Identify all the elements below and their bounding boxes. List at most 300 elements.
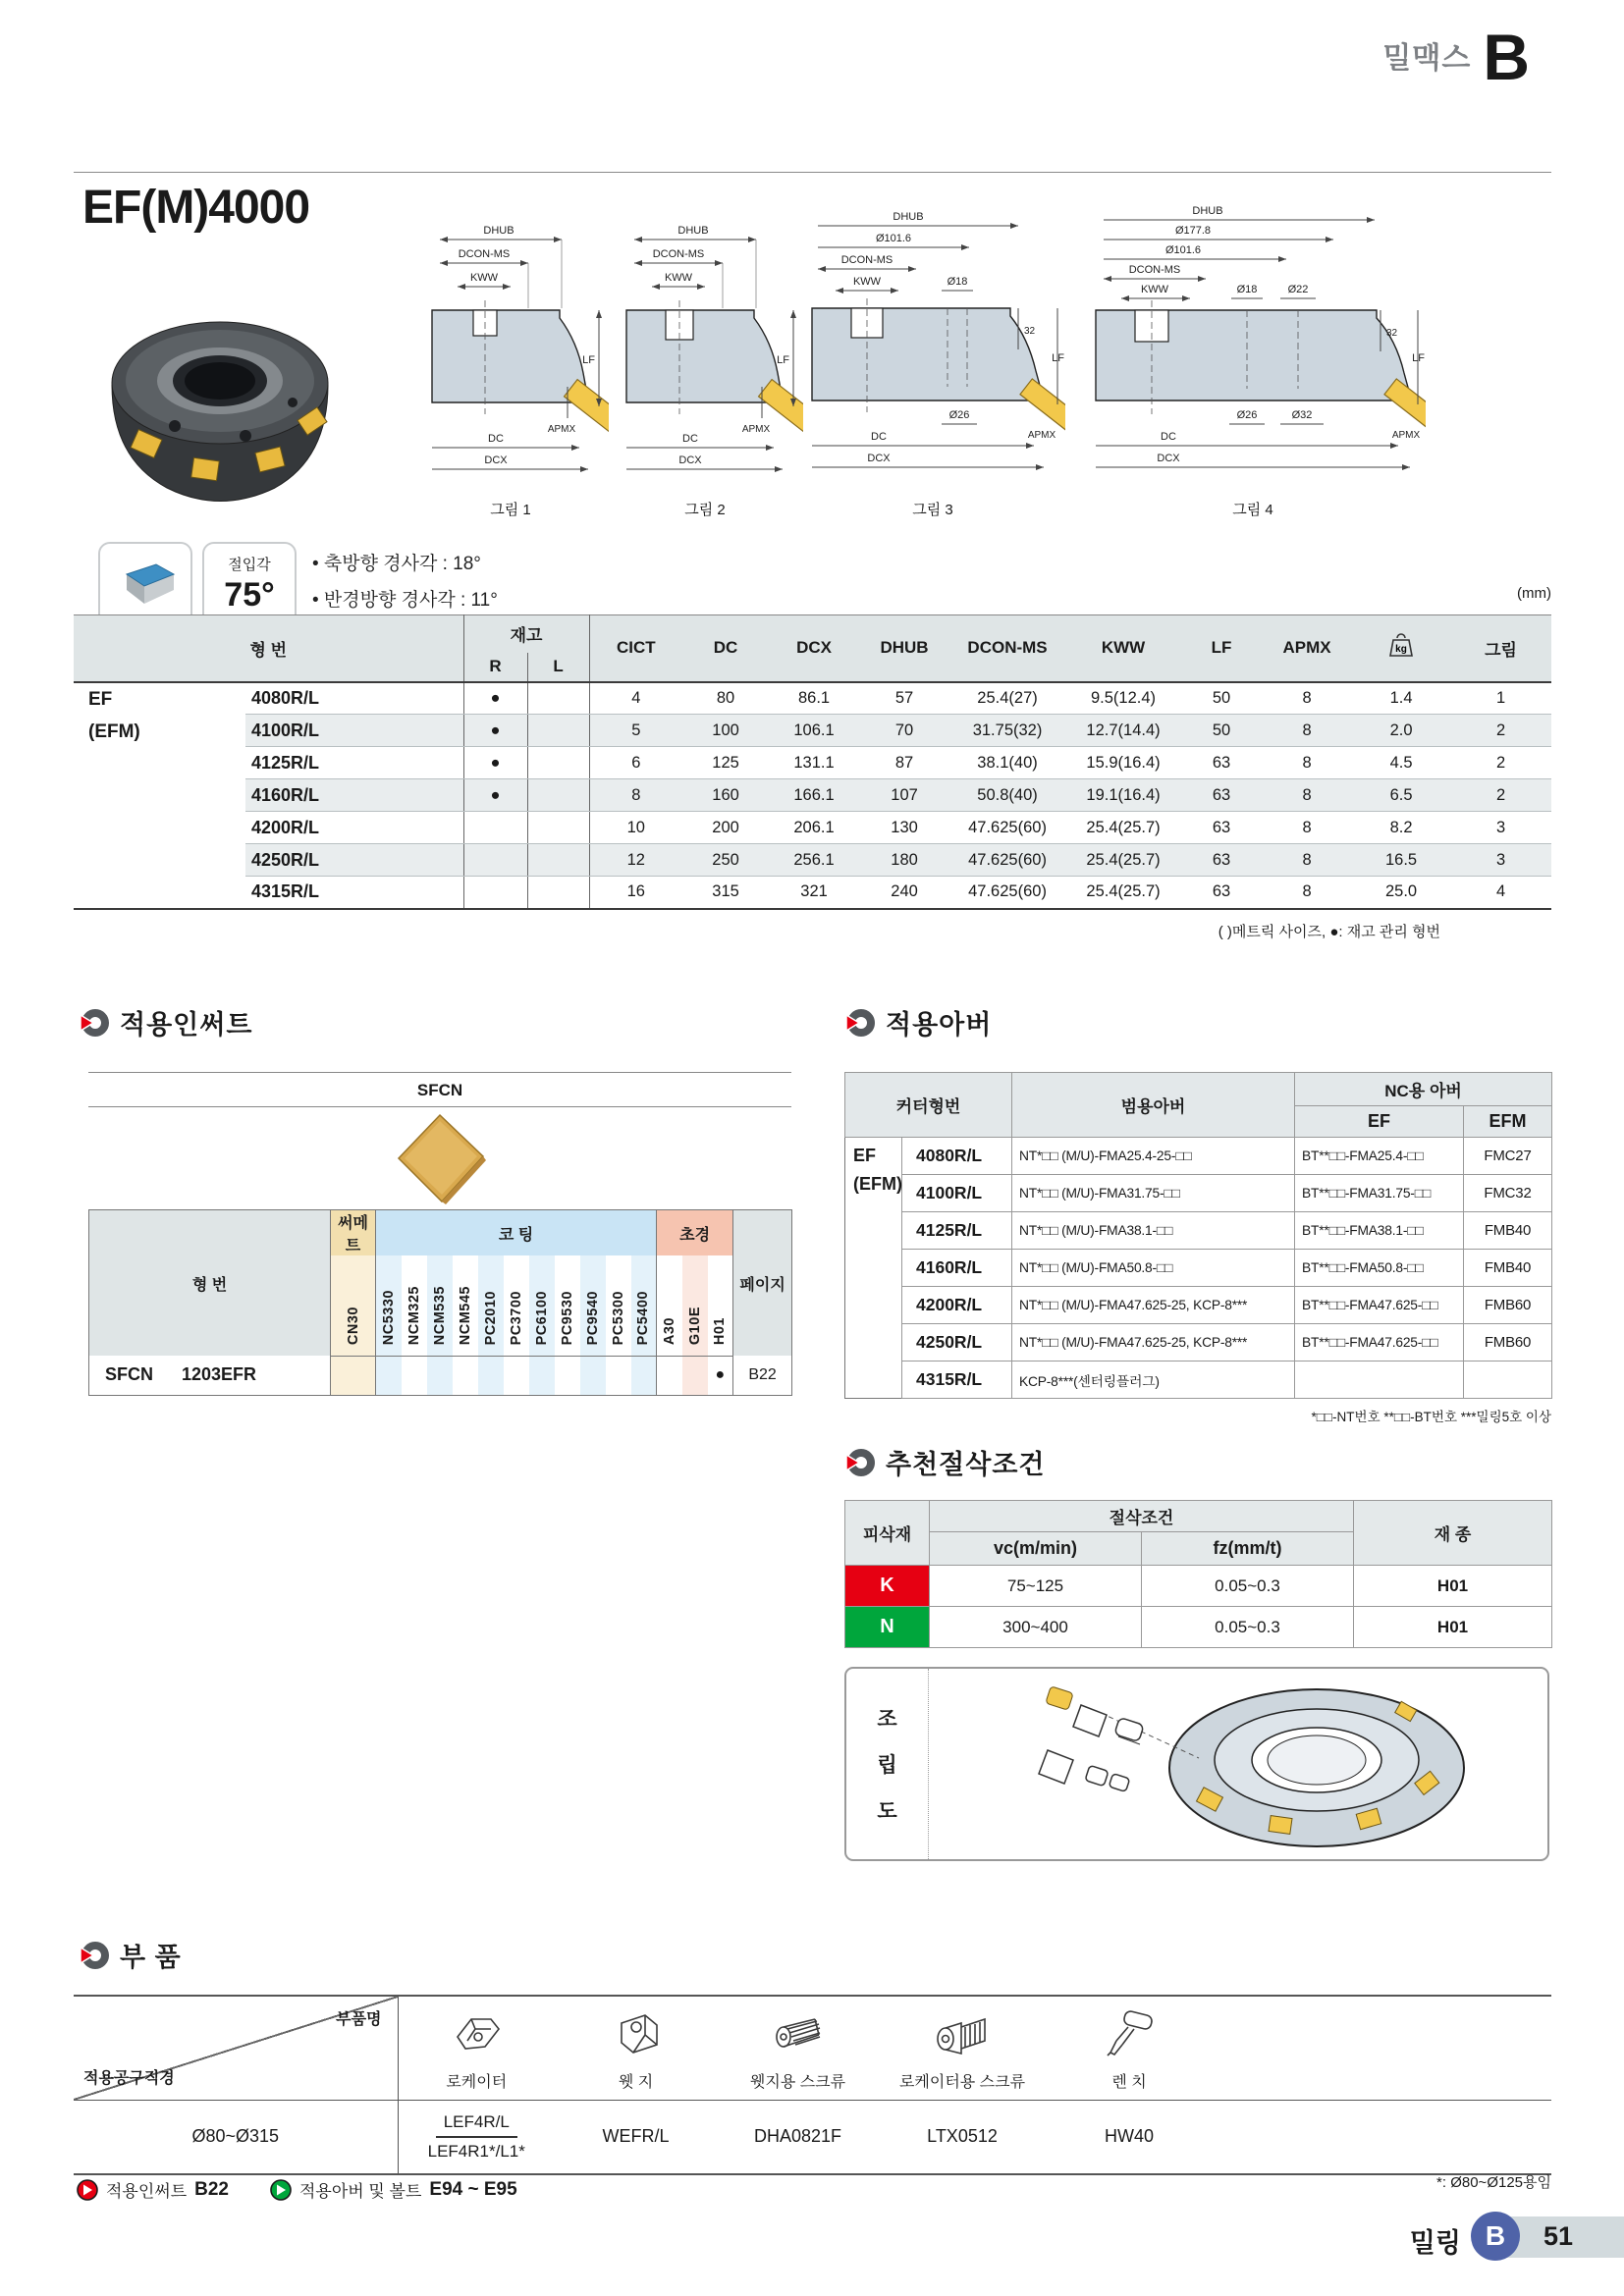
spec-cell-apmx: 8 — [1262, 747, 1352, 779]
parts-column-label: 렌 치 — [1111, 2073, 1147, 2091]
svg-text:32: 32 — [1386, 328, 1398, 339]
spec-cell-stock-r — [463, 877, 527, 909]
cutting-vc: 300~400 — [930, 1607, 1142, 1648]
spec-cell-dhub: 130 — [859, 812, 949, 844]
arbor-series-name: EF — [853, 1146, 877, 1165]
weight-icon — [1386, 632, 1416, 660]
svg-text:DC: DC — [682, 433, 698, 445]
assembly-exploded-drawing — [953, 1674, 1523, 1854]
spec-cell-stock-l — [527, 779, 589, 812]
svg-text:LF: LF — [777, 354, 789, 366]
grade-column-cn30 — [331, 1255, 376, 1356]
arbor-model: 4100R/L — [902, 1175, 1012, 1212]
arbor-page-link — [270, 2177, 517, 2202]
spec-footnote: ( )메트릭 사이즈, ●: 재고 관리 형번 — [1218, 924, 1440, 940]
spec-cell-kww: 25.4(25.7) — [1065, 844, 1181, 877]
grade-label: PC6100 — [533, 1291, 550, 1346]
spec-cell-fig: 2 — [1450, 715, 1551, 747]
svg-text:DCON-MS: DCON-MS — [652, 248, 705, 260]
grade-column — [606, 1255, 631, 1356]
entering-angle-value: 75° — [224, 576, 275, 614]
arbor-universal: NT*□□ (M/U)-FMA47.625-25, KCP-8*** — [1012, 1324, 1295, 1362]
grade-label: A30 — [661, 1317, 677, 1346]
spec-cell-lf: 63 — [1181, 812, 1262, 844]
figure-2 — [607, 194, 803, 519]
grade-label: PC9540 — [584, 1291, 601, 1346]
spec-header-stock: 재고 — [463, 615, 589, 653]
grade-label: NCM535 — [431, 1286, 448, 1346]
spec-row — [74, 844, 1551, 877]
cutting-row — [845, 1607, 1552, 1648]
spec-cell-dcon: 25.4(27) — [949, 682, 1065, 715]
link-label: 적용인써트 — [106, 2182, 188, 2201]
spec-cell-dcx: 106.1 — [769, 715, 859, 747]
unit-note: (mm) — [1517, 585, 1551, 602]
svg-text:KWW: KWW — [852, 276, 882, 288]
cutting-header-grade: 재 종 — [1354, 1501, 1552, 1566]
diameter-applicability-note: *: Ø80~Ø125용임 — [1436, 2174, 1551, 2191]
wrench-icon — [1046, 2007, 1213, 2063]
grade-label: H01 — [712, 1317, 729, 1346]
svg-text:APMX: APMX — [1027, 430, 1056, 441]
spec-cell-dcx: 166.1 — [769, 779, 859, 812]
svg-text:DC: DC — [488, 433, 504, 445]
svg-text:Ø22: Ø22 — [1287, 284, 1309, 295]
assembly-label-char: 립 — [877, 1754, 897, 1777]
arbor-nc-efm — [1464, 1362, 1552, 1399]
arbor-model: 4250R/L — [902, 1324, 1012, 1362]
spec-cell-stock-r: ● — [463, 779, 527, 812]
spec-cell-apmx: 8 — [1262, 779, 1352, 812]
grade-cell — [631, 1356, 657, 1395]
spec-row — [74, 812, 1551, 844]
svg-text:DCON-MS: DCON-MS — [1128, 264, 1181, 276]
spec-cell-apmx: 8 — [1262, 715, 1352, 747]
arbor-footnote: *□□-NT번호 **□□-BT번호 ***밀링5호 이상 — [1311, 1410, 1551, 1424]
grade-cell — [504, 1356, 529, 1395]
series-letter: B — [1483, 21, 1530, 93]
locator-model-b: LEF4R1*/L1* — [427, 2142, 525, 2162]
page-section-letter-badge: B — [1471, 2212, 1520, 2261]
arbor-header-nc: NC용 아버 — [1295, 1073, 1552, 1106]
spec-cell-fig: 2 — [1450, 747, 1551, 779]
svg-text:Ø26: Ø26 — [948, 409, 970, 421]
svg-text:LF: LF — [582, 354, 595, 366]
spec-cell-fig: 3 — [1450, 812, 1551, 844]
tool-diameter-label: 적용공구직경 — [83, 2069, 175, 2087]
arbor-model: 4125R/L — [902, 1212, 1012, 1250]
spec-cell-cict: 5 — [589, 715, 682, 747]
spec-cell-dc: 250 — [682, 844, 769, 877]
spec-cell-fig: 1 — [1450, 682, 1551, 715]
spec-header-dhub: DHUB — [859, 615, 949, 682]
parts-diameter: Ø80~Ø315 — [74, 2100, 398, 2174]
section-bullet-icon — [844, 1447, 876, 1478]
svg-text:kg: kg — [1395, 643, 1407, 655]
parts-corner-cell — [74, 1996, 398, 2100]
spec-cell-kww: 25.4(25.7) — [1065, 877, 1181, 909]
spec-header-dcon: DCON-MS — [949, 615, 1065, 682]
arbor-nc-ef: BT**□□-FMA38.1-□□ — [1295, 1212, 1464, 1250]
svg-text:APMX: APMX — [1391, 430, 1421, 441]
grade-label: PC2010 — [482, 1291, 499, 1346]
arbor-universal: NT*□□ (M/U)-FMA38.1-□□ — [1012, 1212, 1295, 1250]
sfcn-insert-icon — [393, 1111, 487, 1205]
parts-column-wrench — [1046, 1996, 1213, 2100]
figure-2-drawing — [607, 194, 803, 494]
insert-type-header: SFCN — [88, 1072, 791, 1107]
arbor-nc-ef: BT**□□-FMA50.8-□□ — [1295, 1250, 1464, 1287]
spec-cell-stock-l — [527, 844, 589, 877]
arbor-table — [844, 1072, 1552, 1399]
arbor-nc-ef: BT**□□-FMA47.625-□□ — [1295, 1287, 1464, 1324]
spec-cell-dhub: 180 — [859, 844, 949, 877]
spec-cell-model: 4080R/L — [245, 682, 463, 715]
cutting-fz: 0.05~0.3 — [1142, 1607, 1354, 1648]
spec-cell-kww: 19.1(16.4) — [1065, 779, 1181, 812]
spec-cell-stock-r: ● — [463, 682, 527, 715]
grade-column — [427, 1255, 453, 1356]
spec-cell-weight: 2.0 — [1352, 715, 1450, 747]
grade-cell — [682, 1356, 708, 1395]
svg-text:DC: DC — [871, 431, 887, 443]
cutting-vc: 75~125 — [930, 1566, 1142, 1607]
arbor-universal: NT*□□ (M/U)-FMA47.625-25, KCP-8*** — [1012, 1287, 1295, 1324]
arbor-series-name-alt: (EFM) — [853, 1174, 902, 1194]
grade-cell — [580, 1356, 606, 1395]
grade-cell — [427, 1356, 453, 1395]
svg-text:DCON-MS: DCON-MS — [458, 248, 511, 260]
spec-cell-model: 4200R/L — [245, 812, 463, 844]
spec-cell-dcx: 256.1 — [769, 844, 859, 877]
parts-row — [74, 2100, 1551, 2174]
spec-cell-lf: 50 — [1181, 682, 1262, 715]
grade-cell — [478, 1356, 504, 1395]
grade-cell — [555, 1356, 580, 1395]
arbor-universal: NT*□□ (M/U)-FMA31.75-□□ — [1012, 1175, 1295, 1212]
page-header-brand — [1382, 21, 1530, 93]
grade-column — [580, 1255, 606, 1356]
grade-cell — [529, 1356, 555, 1395]
insert-header-carbide: 초경 — [657, 1210, 733, 1256]
arbor-header-efm: EFM — [1464, 1106, 1552, 1138]
svg-text:DC: DC — [1161, 431, 1176, 443]
spec-header-model: 형 번 — [74, 615, 463, 682]
spec-cell-stock-l — [527, 877, 589, 909]
link-page: E94 ~ E95 — [429, 2178, 517, 2200]
spec-header-stock-r: R — [463, 653, 527, 682]
grade-label: PC5300 — [610, 1291, 626, 1346]
figure-1-drawing — [412, 194, 609, 494]
spec-header-apmx: APMX — [1262, 615, 1352, 682]
arbor-nc-efm: FMB60 — [1464, 1324, 1552, 1362]
spec-cell-weight: 6.5 — [1352, 779, 1450, 812]
section-bullet-icon — [79, 1940, 110, 1971]
arbor-section-title — [844, 1003, 992, 1041]
arbor-series-group — [845, 1138, 902, 1399]
arbor-nc-ef: BT**□□-FMA47.625-□□ — [1295, 1324, 1464, 1362]
insert-model-type: SFCN — [105, 1364, 153, 1385]
svg-text:KWW: KWW — [469, 272, 499, 284]
spec-cell-dcon: 50.8(40) — [949, 779, 1065, 812]
spec-cell-dhub: 57 — [859, 682, 949, 715]
grade-label: NCM325 — [406, 1286, 422, 1346]
spec-cell-fig: 4 — [1450, 877, 1551, 909]
workpiece-code-k: K — [845, 1566, 930, 1607]
spec-cell-lf: 63 — [1181, 779, 1262, 812]
svg-text:APMX: APMX — [547, 424, 576, 435]
parts-column-label: 웻 지 — [618, 2073, 654, 2091]
parts-column-filler — [1213, 1996, 1551, 2100]
figure-3-drawing — [800, 194, 1065, 494]
cutting-header-conditions: 절삭조건 — [930, 1501, 1354, 1532]
arbor-model: 4080R/L — [902, 1138, 1012, 1175]
cutting-section-title-text: 추천절삭조건 — [886, 1450, 1046, 1479]
arbor-nc-ef — [1295, 1362, 1464, 1399]
spec-cell-dc: 200 — [682, 812, 769, 844]
spec-cell-dc: 100 — [682, 715, 769, 747]
svg-text:Ø18: Ø18 — [1236, 284, 1258, 295]
spec-cell-dc: 160 — [682, 779, 769, 812]
spec-cell-cict: 4 — [589, 682, 682, 715]
spec-cell-cict: 6 — [589, 747, 682, 779]
spec-cell-dcon: 38.1(40) — [949, 747, 1065, 779]
svg-text:Ø101.6: Ø101.6 — [1164, 244, 1202, 256]
parts-column-wedge — [555, 1996, 717, 2100]
insert-header-cermet: 써메트 — [331, 1210, 376, 1256]
spec-cell-dhub: 87 — [859, 747, 949, 779]
arbor-universal: KCP-8***(센터링플러그) — [1012, 1362, 1295, 1399]
parts-wrench-model: HW40 — [1104, 2126, 1154, 2147]
spec-cell-stock-l — [527, 682, 589, 715]
spec-cell-apmx: 8 — [1262, 844, 1352, 877]
insert-model-size: 1203EFR — [182, 1364, 257, 1385]
spec-cell-dc: 315 — [682, 877, 769, 909]
spec-cell-dc: 125 — [682, 747, 769, 779]
insert-header-model: 형 번 — [89, 1210, 331, 1357]
svg-text:DHUB: DHUB — [893, 211, 924, 223]
insert-image-area — [88, 1107, 791, 1209]
spec-cell-stock-l — [527, 715, 589, 747]
spec-cell-dcon: 47.625(60) — [949, 877, 1065, 909]
spec-cell-lf: 63 — [1181, 844, 1262, 877]
arbor-nc-efm: FMC32 — [1464, 1175, 1552, 1212]
rake-angle-notes — [312, 546, 498, 618]
svg-text:APMX: APMX — [741, 424, 771, 435]
section-bullet-icon — [844, 1007, 876, 1039]
spec-cell-cict: 8 — [589, 779, 682, 812]
cutting-header-fz: fz(mm/t) — [1142, 1532, 1354, 1566]
spec-header-weight — [1352, 615, 1450, 682]
spec-table — [74, 614, 1551, 910]
insert-section-title-text: 적용인써트 — [120, 1010, 253, 1040]
spec-header-cict: CICT — [589, 615, 682, 682]
svg-text:DHUB: DHUB — [1192, 205, 1223, 217]
parts-column-label: 웻지용 스크류 — [749, 2073, 846, 2091]
grade-label: PC5400 — [635, 1291, 652, 1346]
link-label: 적용아버 및 볼트 — [298, 2182, 422, 2201]
spec-cell-fig: 2 — [1450, 779, 1551, 812]
figure-3 — [800, 194, 1065, 519]
svg-text:32: 32 — [1024, 326, 1036, 337]
spec-cell-stock-l — [527, 747, 589, 779]
spec-series-group — [74, 682, 245, 909]
grade-column — [708, 1255, 733, 1356]
link-page: B22 — [194, 2178, 229, 2200]
workpiece-block-icon — [113, 561, 178, 608]
footer-cross-references — [77, 2177, 517, 2202]
spec-cell-stock-r — [463, 812, 527, 844]
spec-cell-model: 4315R/L — [245, 877, 463, 909]
insert-page-link — [77, 2177, 229, 2202]
grade-cell — [453, 1356, 478, 1395]
arbor-nc-efm: FMB40 — [1464, 1212, 1552, 1250]
spec-row — [74, 877, 1551, 909]
spec-series-name-alt: (EFM) — [88, 721, 140, 742]
spec-cell-dcon: 31.75(32) — [949, 715, 1065, 747]
red-arrow-icon — [77, 2179, 98, 2201]
svg-text:DCX: DCX — [1157, 453, 1180, 464]
header-rule — [74, 172, 1551, 173]
arbor-header-universal: 범용아버 — [1012, 1073, 1295, 1138]
spec-cell-apmx: 8 — [1262, 682, 1352, 715]
spec-cell-weight: 16.5 — [1352, 844, 1450, 877]
figure-1 — [412, 194, 609, 519]
cutting-header-vc: vc(m/min) — [930, 1532, 1142, 1566]
parts-column-locator-screw — [879, 1996, 1046, 2100]
spec-cell-dhub: 70 — [859, 715, 949, 747]
svg-text:DCX: DCX — [484, 454, 508, 466]
svg-text:DCON-MS: DCON-MS — [840, 254, 893, 266]
arbor-row — [845, 1287, 1552, 1324]
grade-label: NCM545 — [457, 1286, 473, 1346]
grade-cell — [376, 1356, 402, 1395]
arbor-row — [845, 1175, 1552, 1212]
figure-2-caption: 그림 2 — [684, 502, 726, 518]
green-arrow-icon — [270, 2179, 292, 2201]
spec-header-dc: DC — [682, 615, 769, 682]
spec-header-kww: KWW — [1065, 615, 1181, 682]
arbor-header-cutter: 커터형번 — [845, 1073, 1012, 1138]
spec-cell-cict: 16 — [589, 877, 682, 909]
svg-text:Ø26: Ø26 — [1236, 409, 1258, 421]
entering-angle-label: 절입각 — [228, 557, 271, 573]
arbor-model: 4160R/L — [902, 1250, 1012, 1287]
spec-cell-lf: 50 — [1181, 715, 1262, 747]
workpiece-code-n: N — [845, 1607, 930, 1648]
locator-screw-icon — [879, 2007, 1046, 2063]
grade-label: NC5330 — [380, 1290, 397, 1346]
spec-cell-model: 4125R/L — [245, 747, 463, 779]
spec-cell-dc: 80 — [682, 682, 769, 715]
parts-section-title-text: 부 품 — [120, 1943, 182, 1972]
arbor-model: 4200R/L — [902, 1287, 1012, 1324]
grade-column — [555, 1255, 580, 1356]
parts-locator-screw-model: LTX0512 — [927, 2126, 998, 2147]
parts-column-label: 로케이터용 스크류 — [898, 2073, 1026, 2091]
grade-column — [453, 1255, 478, 1356]
insert-header-page: 페이지 — [733, 1210, 792, 1357]
face-mill-photo-illustration — [98, 287, 342, 514]
assembly-label-char: 도 — [877, 1800, 897, 1823]
grade-column — [402, 1255, 427, 1356]
spec-cell-stock-r: ● — [463, 747, 527, 779]
spec-cell-dcx: 206.1 — [769, 812, 859, 844]
parts-table — [74, 1995, 1551, 2175]
spec-cell-cict: 12 — [589, 844, 682, 877]
spec-header-fig: 그림 — [1450, 615, 1551, 682]
spec-cell-fig: 3 — [1450, 844, 1551, 877]
assembly-drawing-area — [929, 1669, 1547, 1859]
spec-cell-weight: 4.5 — [1352, 747, 1450, 779]
grade-label: G10E — [686, 1307, 703, 1346]
product-photo — [98, 287, 342, 519]
spec-row — [74, 682, 1551, 715]
spec-cell-cict: 10 — [589, 812, 682, 844]
insert-section-title — [79, 1003, 252, 1041]
parts-filler-cell — [1213, 2100, 1551, 2174]
spec-cell-dhub: 107 — [859, 779, 949, 812]
spec-cell-model: 4160R/L — [245, 779, 463, 812]
grade-cell — [402, 1356, 427, 1395]
figure-4-caption: 그림 4 — [1232, 502, 1273, 518]
insert-block — [88, 1072, 791, 1396]
parts-column-label: 로케이터 — [446, 2073, 508, 2091]
figure-4-drawing — [1080, 194, 1426, 494]
grade-column — [631, 1255, 657, 1356]
spec-cell-dcx: 131.1 — [769, 747, 859, 779]
parts-wedge-model: WEFR/L — [602, 2126, 670, 2147]
grade-column — [529, 1255, 555, 1356]
cutting-grade: H01 — [1354, 1566, 1552, 1607]
grade-column — [478, 1255, 504, 1356]
svg-text:Ø177.8: Ø177.8 — [1174, 225, 1212, 237]
spec-cell-dcon: 47.625(60) — [949, 844, 1065, 877]
grade-cell — [606, 1356, 631, 1395]
parts-name-label: 부품명 — [336, 2011, 382, 2028]
grade-label: CN30 — [345, 1307, 361, 1346]
arbor-nc-ef: BT**□□-FMA25.4-□□ — [1295, 1138, 1464, 1175]
grade-column — [376, 1255, 402, 1356]
parts-wedge-screw-model: DHA0821F — [753, 2126, 842, 2147]
arbor-model: 4315R/L — [902, 1362, 1012, 1399]
spec-cell-lf: 63 — [1181, 747, 1262, 779]
arbor-nc-efm: FMB40 — [1464, 1250, 1552, 1287]
spec-cell-stock-l — [527, 812, 589, 844]
locator-model-a: LEF4R/L — [436, 2112, 517, 2138]
insert-row — [89, 1356, 792, 1395]
brand-name: 밀맥스 — [1382, 42, 1472, 76]
spec-cell-kww: 25.4(25.7) — [1065, 812, 1181, 844]
assembly-label-char: 조 — [877, 1708, 897, 1731]
spec-cell-stock-r: ● — [463, 715, 527, 747]
spec-header-stock-l: L — [527, 653, 589, 682]
spec-cell-dhub: 240 — [859, 877, 949, 909]
spec-header-dcx: DCX — [769, 615, 859, 682]
spec-cell-kww: 15.9(16.4) — [1065, 747, 1181, 779]
arbor-row — [845, 1138, 1552, 1175]
spec-row — [74, 779, 1551, 812]
figure-3-caption: 그림 3 — [912, 502, 953, 518]
arbor-row — [845, 1324, 1552, 1362]
wedge-icon — [555, 2007, 717, 2063]
parts-section-title — [79, 1936, 182, 1974]
spec-cell-weight: 25.0 — [1352, 877, 1450, 909]
spec-cell-apmx: 8 — [1262, 877, 1352, 909]
spec-cell-weight: 1.4 — [1352, 682, 1450, 715]
spec-row — [74, 747, 1551, 779]
arbor-row — [845, 1250, 1552, 1287]
